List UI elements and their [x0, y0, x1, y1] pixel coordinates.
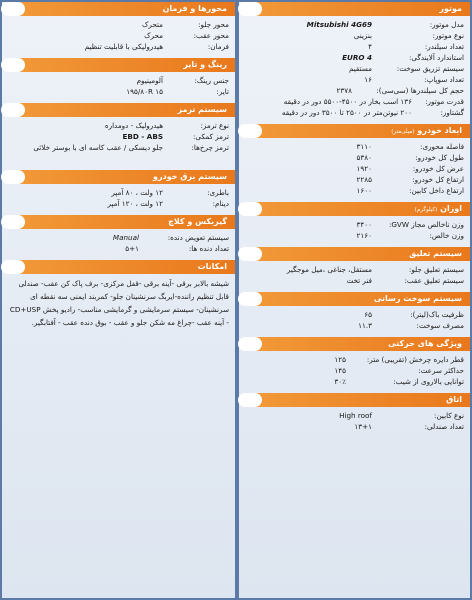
motion-section	[239, 354, 470, 387]
right-column	[239, 2, 470, 598]
features-text: شیشه بالابر برقی -آینه برقی -قفل مرکزی- برف پاک کن عقب- صندلی قابل تنظیم راننده-ایربگ سرنشینان جلو- کمربند ایمنی سه نقطه ای سرنشینان- سیستم سرمایشی و گرمایشی مناسب- رادیو پخش CD+USP - آینه عقب -چراغ مه شکن جلو و عقب - بوق دنده عقب - آفتابگیر.	[9, 279, 229, 327]
brakes-section	[2, 120, 235, 164]
spec-row: محور عقب: محرک	[144, 31, 229, 40]
spec-row: تعداد سوپاپ: ۱۶	[364, 75, 464, 84]
suspension-section	[239, 264, 470, 286]
spec-row: گشتاور: ۲۰۰ نیوتن‌متر در ۲۵۰۰ تا ۳۵۰۰ دور در دقیقه	[281, 108, 464, 117]
cabin-section	[239, 410, 470, 432]
spec-row: عرض کل خودرو: ۱۹۲۰	[356, 164, 464, 173]
motion-header: ویژگی های حرکتی	[239, 337, 470, 351]
spec-row: تایر: ۱۹۵/۸۰R ۱۵	[126, 87, 229, 96]
engine-header: موتور	[239, 2, 470, 16]
suspension-header: سیستم تعلیق	[239, 247, 470, 261]
left-column	[2, 2, 235, 598]
dimensions-section	[239, 141, 470, 196]
spec-row: وزن خالص: ۲۱۶۰	[356, 231, 464, 240]
spec-row: قدرت موتور: ۱۳۶ اسب بخار در ۴۵۰۰-۵۵۰۰ دور در دقیقه	[283, 97, 464, 106]
spec-row: جنس رینگ: آلومینیوم	[136, 76, 229, 85]
fuel-header: سیستم سوخت رسانی	[239, 292, 470, 306]
spec-row: سیستم تعلیق عقب: فنر تخت	[346, 276, 464, 285]
spec-row: مدل موتور: Mitsubishi 4G69	[306, 20, 464, 29]
fuel-section	[239, 309, 470, 331]
features-header: امکانات	[2, 260, 235, 274]
spec-row: سیستم تزریق سوخت: مستقیم	[348, 64, 464, 73]
wheels-section	[2, 75, 235, 97]
spec-row: وزن ناخالص مجاز GVW: ۳۴۰۰	[356, 220, 464, 229]
spec-row: نوع ترمز: هیدرولیک - دومداره	[104, 121, 229, 130]
electric-header: سیستم برق خودرو	[2, 170, 235, 184]
spec-row: ارتفاع داخل کابین: ۱۶۰۰	[356, 186, 464, 195]
spec-row: تعداد دنده ها: ۵+۱	[125, 244, 229, 253]
electric-section	[2, 187, 235, 209]
spec-row: ترمز چرخ‌ها: جلو دیسکی / عقب کاسه ای با بوستر خلائی	[33, 143, 229, 152]
axles-header: محورها و فرمان	[2, 2, 235, 16]
spec-row: سیستم تعویض دنده: Manual	[112, 233, 229, 242]
spec-row: استاندارد آلایندگی: EURO 4	[342, 53, 464, 62]
spec-row: فرمان: هیدرولیکی با قابلیت تنظیم	[84, 42, 229, 51]
wheels-header: رینگ و تایر	[2, 58, 235, 72]
brakes-header: سیستم ترمز	[2, 103, 235, 117]
weight-header: اوزان (کیلوگرم)	[239, 202, 470, 216]
cabin-header: اتاق	[239, 393, 470, 407]
spec-row: ارتفاع کل خودرو: ۲۲۸۵	[356, 175, 464, 184]
spec-row: تعداد سیلندر: ۴	[368, 42, 464, 51]
spec-row: ظرفیت باک(لیتر): ۶۵	[364, 310, 464, 319]
spec-row: فاصله محوری: ۳۱۱۰	[356, 142, 464, 151]
spec-row: قطر دایره چرخش (تقریبی) متر: ۱۲۵	[334, 355, 464, 364]
spec-row: ترمز کمکی: EBD - ABS	[122, 132, 229, 141]
dimensions-header: ابعاد خودرو (میلی‌متر)	[239, 124, 470, 138]
gearbox-header: گیربکس و کلاچ	[2, 215, 235, 229]
engine-section	[239, 19, 470, 118]
spec-row: حداکثر سرعت: ۱۴۵	[334, 366, 464, 375]
spec-row: تعداد صندلی: ۱۳+۱	[354, 422, 464, 431]
axles-section	[2, 19, 235, 52]
spec-row: باطری: ۱۲ ولت ، ۸۰ آمپر	[111, 188, 229, 197]
spec-row: نوع کابین: High roof	[339, 411, 464, 420]
spec-row: نوع موتور: بنزینی	[353, 31, 464, 40]
spec-row: طول کل خودرو: ۵۳۸۰	[356, 153, 464, 162]
spec-row: دینام: ۱۲ ولت ، ۱۲۰ آمپر	[107, 199, 229, 208]
spec-row: محور جلو: متحرک	[141, 20, 229, 29]
weight-section	[239, 219, 470, 241]
spec-row: حجم کل سیلندرها (سی‌سی): ۲۳۷۸	[336, 86, 464, 95]
spec-row: مصرف سوخت: ۱۱.۳	[358, 321, 464, 330]
spec-row: سیستم تعلیق جلو: مستقل، جناغی ،میل موجگیر	[286, 265, 464, 274]
gearbox-section	[2, 232, 235, 254]
spec-row: توانایی بالاروی از شیب: ۳۰٪	[334, 377, 464, 386]
